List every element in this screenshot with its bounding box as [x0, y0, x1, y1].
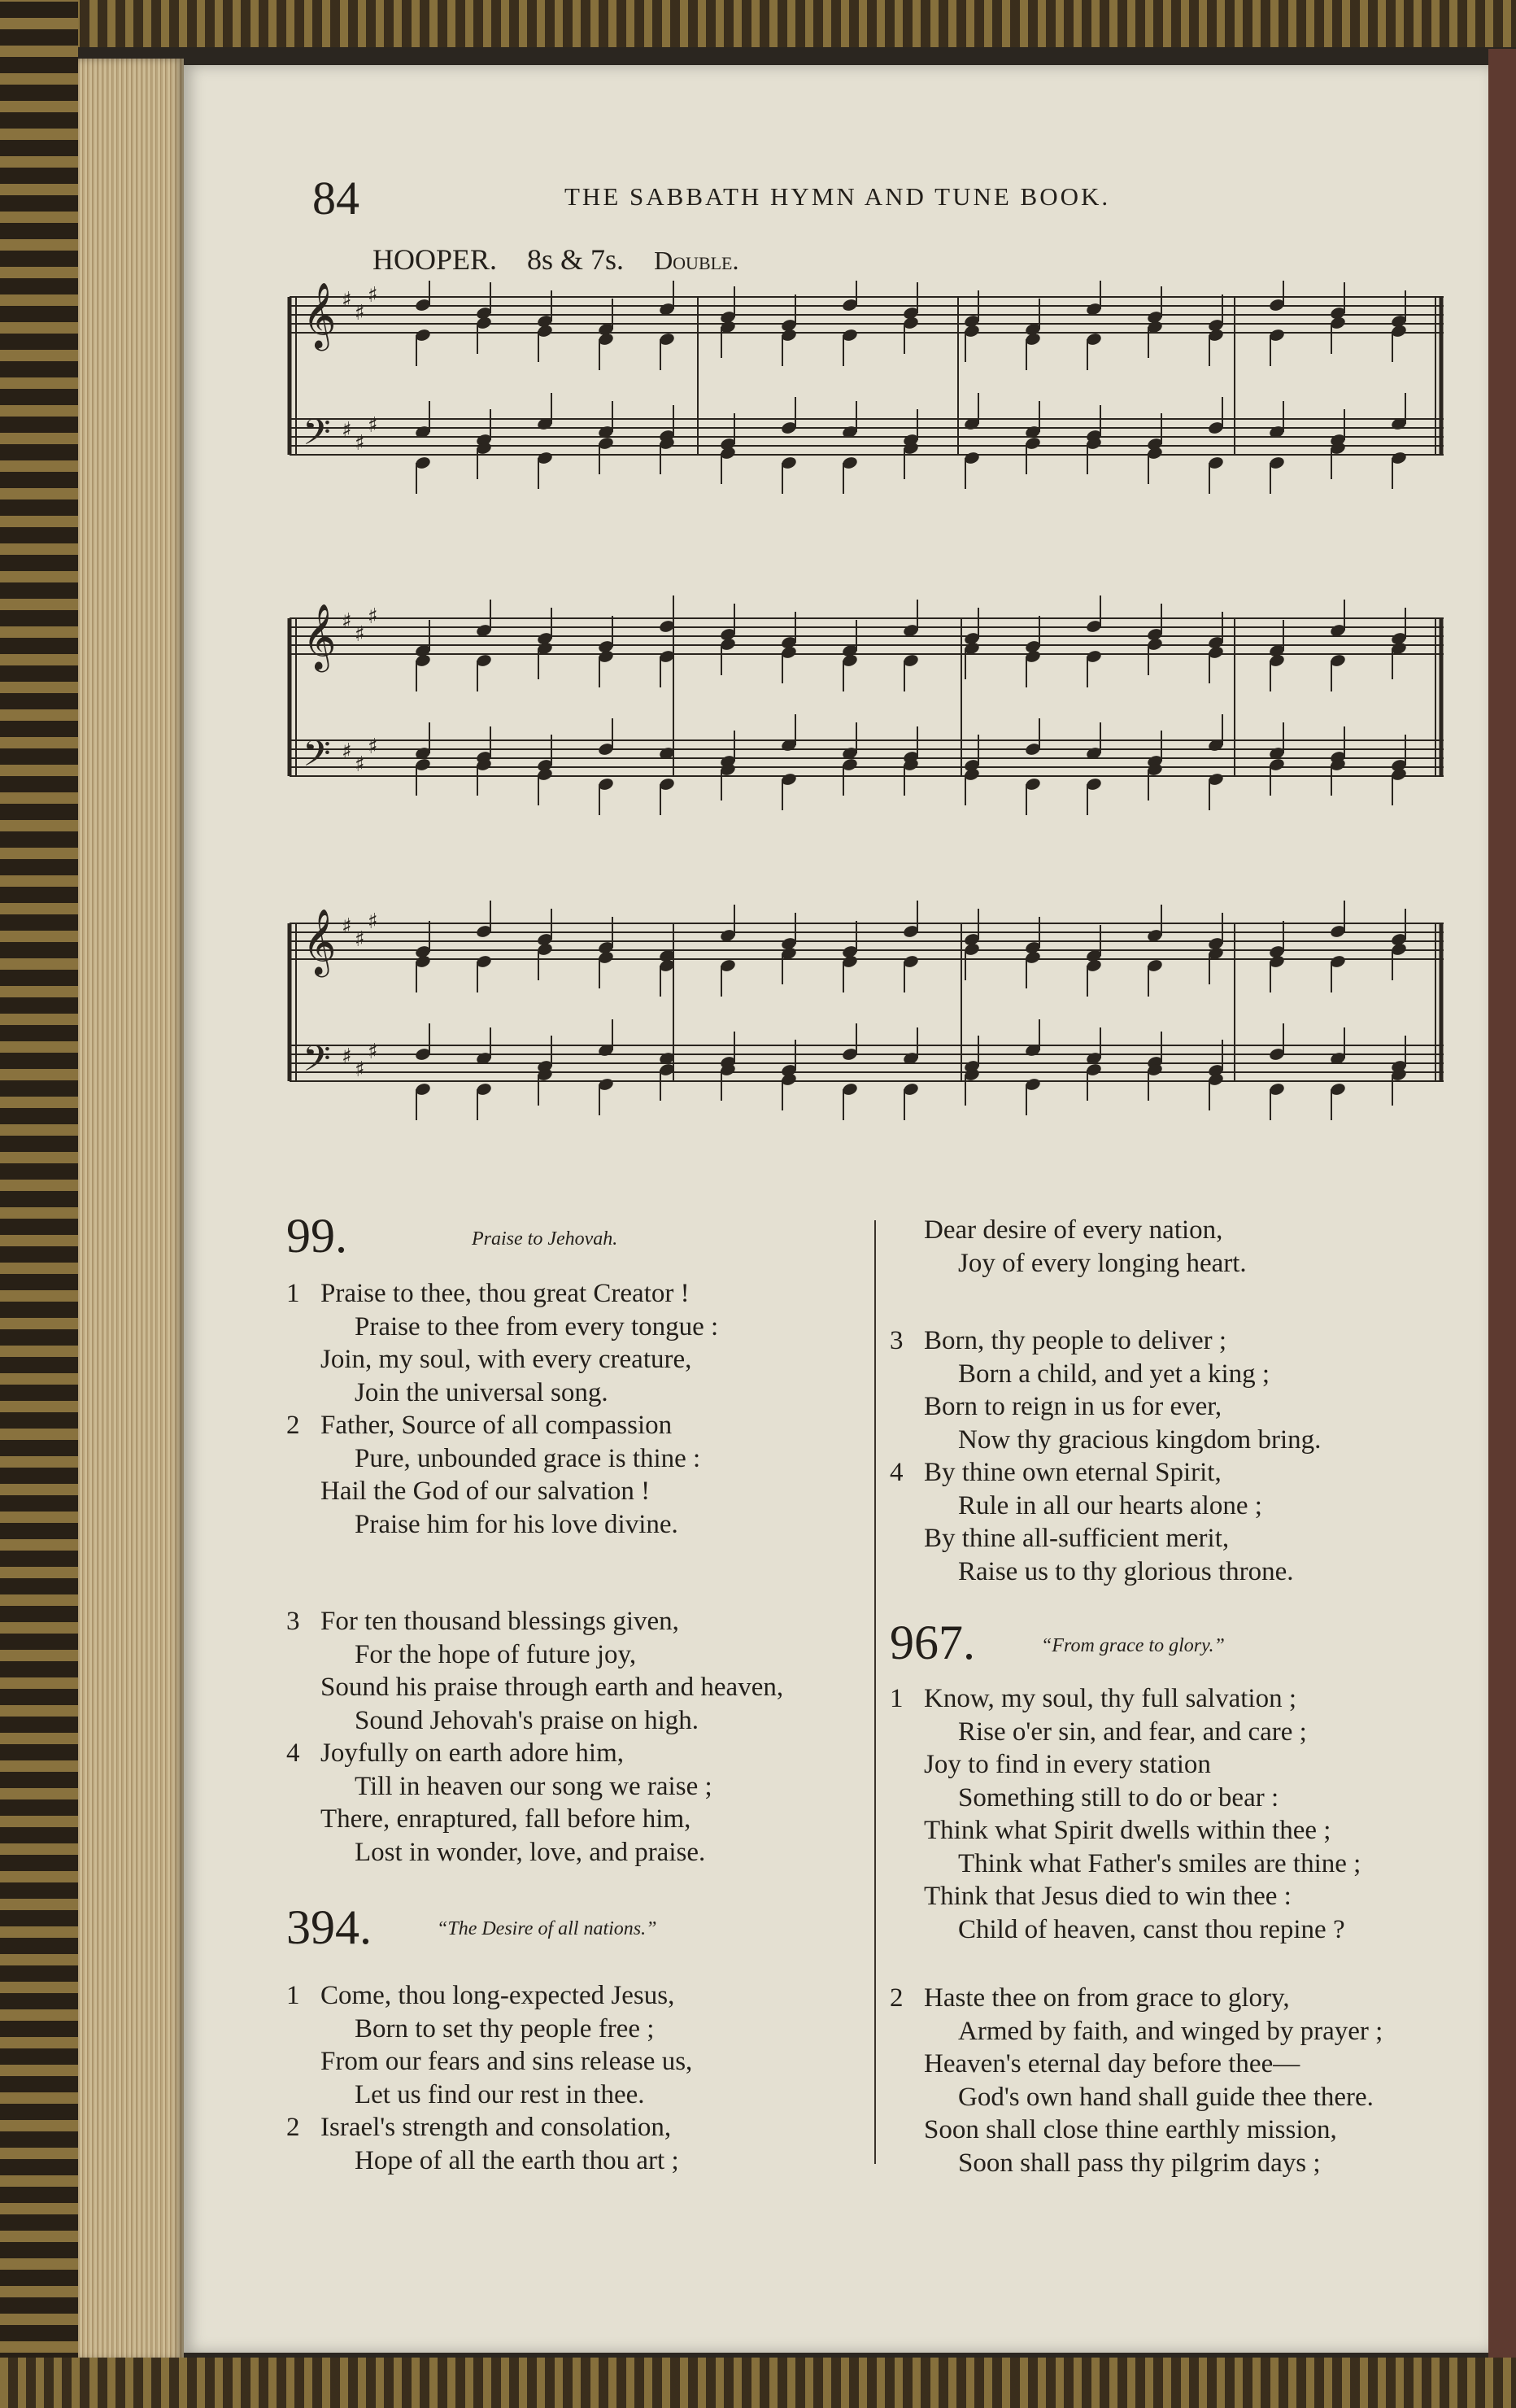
line-text: Praise to thee, thou great Creator ! [320, 1279, 690, 1308]
line-text: Haste thee on from grace to glory, [924, 1983, 1290, 2013]
hymn-line [890, 2115, 1337, 2145]
hymn-number: 99. [286, 1209, 347, 1263]
treble-clef: 𝄞 [303, 281, 337, 348]
hymn-line [890, 1783, 1279, 1813]
line-text: Think what Spirit dwells within thee ; [924, 1816, 1331, 1845]
tune-form: Double. [654, 246, 739, 275]
verse-number: 2 [286, 2113, 300, 2142]
line-text: Hail the God of our salvation ! [320, 1477, 651, 1506]
hymn-line [890, 1359, 1270, 1389]
line-text: Father, Source of all compassion [320, 1411, 673, 1440]
line-text: Born, thy people to deliver ; [924, 1326, 1227, 1355]
cover-left-border [0, 0, 78, 2408]
line-text: There, enraptured, fall before him, [320, 1804, 691, 1834]
treble-clef: 𝄞 [303, 603, 337, 670]
verse-number: 2 [286, 1411, 300, 1440]
hymn-line [890, 2017, 1383, 2047]
line-text: For the hope of future joy, [355, 1639, 637, 1669]
line-text: Rule in all our hearts alone ; [958, 1490, 1262, 1520]
hymn-line [286, 1607, 679, 1637]
hymn-line [286, 1981, 674, 2011]
hymn-number: 394. [286, 1900, 372, 1954]
line-text: Pure, unbounded grace is thine : [355, 1443, 701, 1473]
verse-number: 3 [890, 1326, 904, 1355]
hymn-line [890, 1816, 1331, 1846]
line-text: Join the universal song. [355, 1377, 608, 1407]
sharp-sign: ♯ [342, 418, 352, 443]
verse-number: 1 [286, 1981, 300, 2010]
hymn-line [890, 2148, 1321, 2179]
sharp-sign: ♯ [368, 283, 378, 308]
sharp-sign: ♯ [368, 1040, 378, 1064]
hymn-line [890, 1425, 1321, 1455]
hymn-line [890, 1684, 1296, 1714]
line-text: Sound Jehovah's praise on high. [355, 1705, 699, 1735]
hymn-line [286, 1345, 691, 1375]
hymn-line [890, 1215, 1222, 1245]
page-number: 84 [312, 172, 359, 225]
hymn-line [286, 1279, 690, 1309]
line-text: Child of heaven, canst thou repine ? [958, 1914, 1345, 1944]
hymn-line [286, 1772, 712, 1802]
hymn-line [890, 1750, 1211, 1780]
line-text: Lost in wonder, love, and praise. [355, 1837, 706, 1867]
hymn-title: “The Desire of all nations.” [437, 1918, 657, 1939]
line-text: Raise us to thy glorious throne. [958, 1556, 1294, 1586]
hymn-title: Praise to Jehovah. [472, 1228, 618, 1250]
hymn-line [890, 2049, 1300, 2079]
line-text: Heaven's eternal day before thee— [924, 2049, 1300, 2079]
hymn-line [286, 1477, 650, 1507]
line-text: Think that Jesus died to win thee : [924, 1882, 1292, 1911]
line-text: Come, thou long-expected Jesus, [320, 1981, 675, 2010]
hymn-line [286, 2113, 671, 2143]
facing-page-edge [1488, 49, 1516, 2359]
sharp-sign: ♯ [355, 622, 365, 647]
hymn-line [890, 1882, 1292, 1912]
sharp-sign: ♯ [355, 431, 365, 456]
line-text: Born a child, and yet a king ; [958, 1359, 1270, 1389]
hymn-line [890, 1557, 1293, 1587]
hymn-line [286, 1738, 624, 1769]
sharp-sign: ♯ [368, 604, 378, 629]
hymn-line [890, 1249, 1247, 1279]
bass-clef: 𝄢 [303, 1037, 331, 1088]
line-text: Hope of all the earth thou art ; [355, 2145, 679, 2175]
line-text: Sound his praise through earth and heaven, [320, 1673, 784, 1702]
line-text: Soon shall pass thy pilgrim days ; [958, 2148, 1321, 2178]
line-text: Dear desire of every nation, [924, 1215, 1223, 1245]
tune-name: HOOPER. [372, 243, 498, 276]
line-text: Now thy gracious kingdom bring. [958, 1424, 1322, 1455]
sharp-sign: ♯ [368, 735, 378, 759]
hymn-line [286, 1804, 690, 1834]
hymn-line [286, 1640, 636, 1670]
verse-number: 1 [286, 1279, 300, 1308]
cover-bottom-border [0, 2358, 1516, 2408]
line-text: Join, my soul, with every creature, [320, 1345, 692, 1374]
sharp-sign: ♯ [355, 752, 365, 777]
hymn-line [890, 1849, 1361, 1879]
line-text: Israel's strength and consolation, [320, 2113, 672, 2142]
sharp-sign: ♯ [342, 1045, 352, 1069]
hymn-line [286, 2080, 645, 2110]
line-text: Joy to find in every station [924, 1750, 1211, 1779]
tune-meter: 8s & 7s. [527, 243, 625, 276]
music-score [285, 281, 1448, 1143]
hymn-line [286, 1411, 672, 1441]
sharp-sign: ♯ [355, 927, 365, 952]
verse-number: 2 [890, 1983, 904, 2013]
hymn-line [890, 1717, 1307, 1747]
verse-number: 3 [286, 1607, 300, 1636]
hymn-line [286, 2014, 654, 2044]
hymn-title: “From grace to glory.” [1041, 1635, 1225, 1656]
line-text: Joyfully on earth adore him, [320, 1738, 624, 1768]
hymn-line [890, 2083, 1374, 2113]
sharp-sign: ♯ [342, 739, 352, 764]
tune-heading [372, 242, 762, 277]
cover-top-border [0, 0, 1516, 47]
line-text: Born to set thy people free ; [355, 2013, 655, 2044]
column-divider [874, 1220, 876, 2164]
hymn-line [890, 1458, 1222, 1488]
verse-number: 4 [286, 1738, 300, 1768]
bass-clef: 𝄢 [303, 732, 331, 783]
line-text: God's own hand shall guide thee there. [958, 2082, 1374, 2112]
line-text: Rise o'er sin, and fear, and care ; [958, 1717, 1307, 1747]
verse-number: 4 [890, 1458, 904, 1487]
sharp-sign: ♯ [342, 609, 352, 634]
hymn-line [286, 2047, 692, 2077]
running-title: THE SABBATH HYMN AND TUNE BOOK. [564, 182, 1111, 211]
line-text: Till in heaven our song we raise ; [355, 1771, 712, 1801]
line-text: Know, my soul, thy full salvation ; [924, 1684, 1297, 1713]
hymn-line [890, 1392, 1222, 1422]
treble-clef: 𝄞 [303, 908, 337, 975]
hymn-line [286, 1378, 608, 1408]
line-text: By thine own eternal Spirit, [924, 1458, 1222, 1487]
line-text: Born to reign in us for ever, [924, 1392, 1222, 1421]
sharp-sign: ♯ [368, 910, 378, 934]
hymn-line [890, 1524, 1229, 1554]
verse-number: 1 [890, 1684, 904, 1713]
line-text: Praise him for his love divine. [355, 1509, 678, 1539]
sharp-sign: ♯ [342, 914, 352, 939]
hymn-line [286, 1838, 705, 1868]
hymn-line [286, 1444, 700, 1474]
line-text: Let us find our rest in thee. [355, 2079, 645, 2109]
line-text: Praise to thee from every tongue : [355, 1311, 719, 1341]
hymn-line [286, 1673, 783, 1703]
sharp-sign: ♯ [342, 288, 352, 312]
hymn-line [286, 2146, 679, 2176]
hymn-number: 967. [890, 1616, 975, 1669]
line-text: Soon shall close thine earthly mission, [924, 2115, 1337, 2144]
sharp-sign: ♯ [355, 1058, 365, 1082]
bass-clef: 𝄢 [303, 411, 331, 462]
sharp-sign: ♯ [355, 301, 365, 325]
hymn-line [890, 1983, 1290, 2013]
line-text: Think what Father's smiles are thine ; [958, 1848, 1361, 1878]
page-edges [78, 59, 184, 2361]
hymn-line [890, 1326, 1226, 1356]
sharp-sign: ♯ [368, 413, 378, 438]
hymn-line [890, 1491, 1262, 1521]
hymn-line [286, 1706, 699, 1736]
line-text: Joy of every longing heart. [958, 1248, 1247, 1278]
line-text: Armed by faith, and winged by prayer ; [958, 2016, 1383, 2046]
hymn-line [286, 1312, 718, 1342]
line-text: For ten thousand blessings given, [320, 1607, 679, 1636]
hymn-line [286, 1510, 678, 1540]
line-text: From our fears and sins release us, [320, 2047, 693, 2076]
hymn-line [890, 1915, 1345, 1945]
line-text: By thine all-sufficient merit, [924, 1524, 1230, 1553]
line-text: Something still to do or bear : [958, 1782, 1279, 1813]
